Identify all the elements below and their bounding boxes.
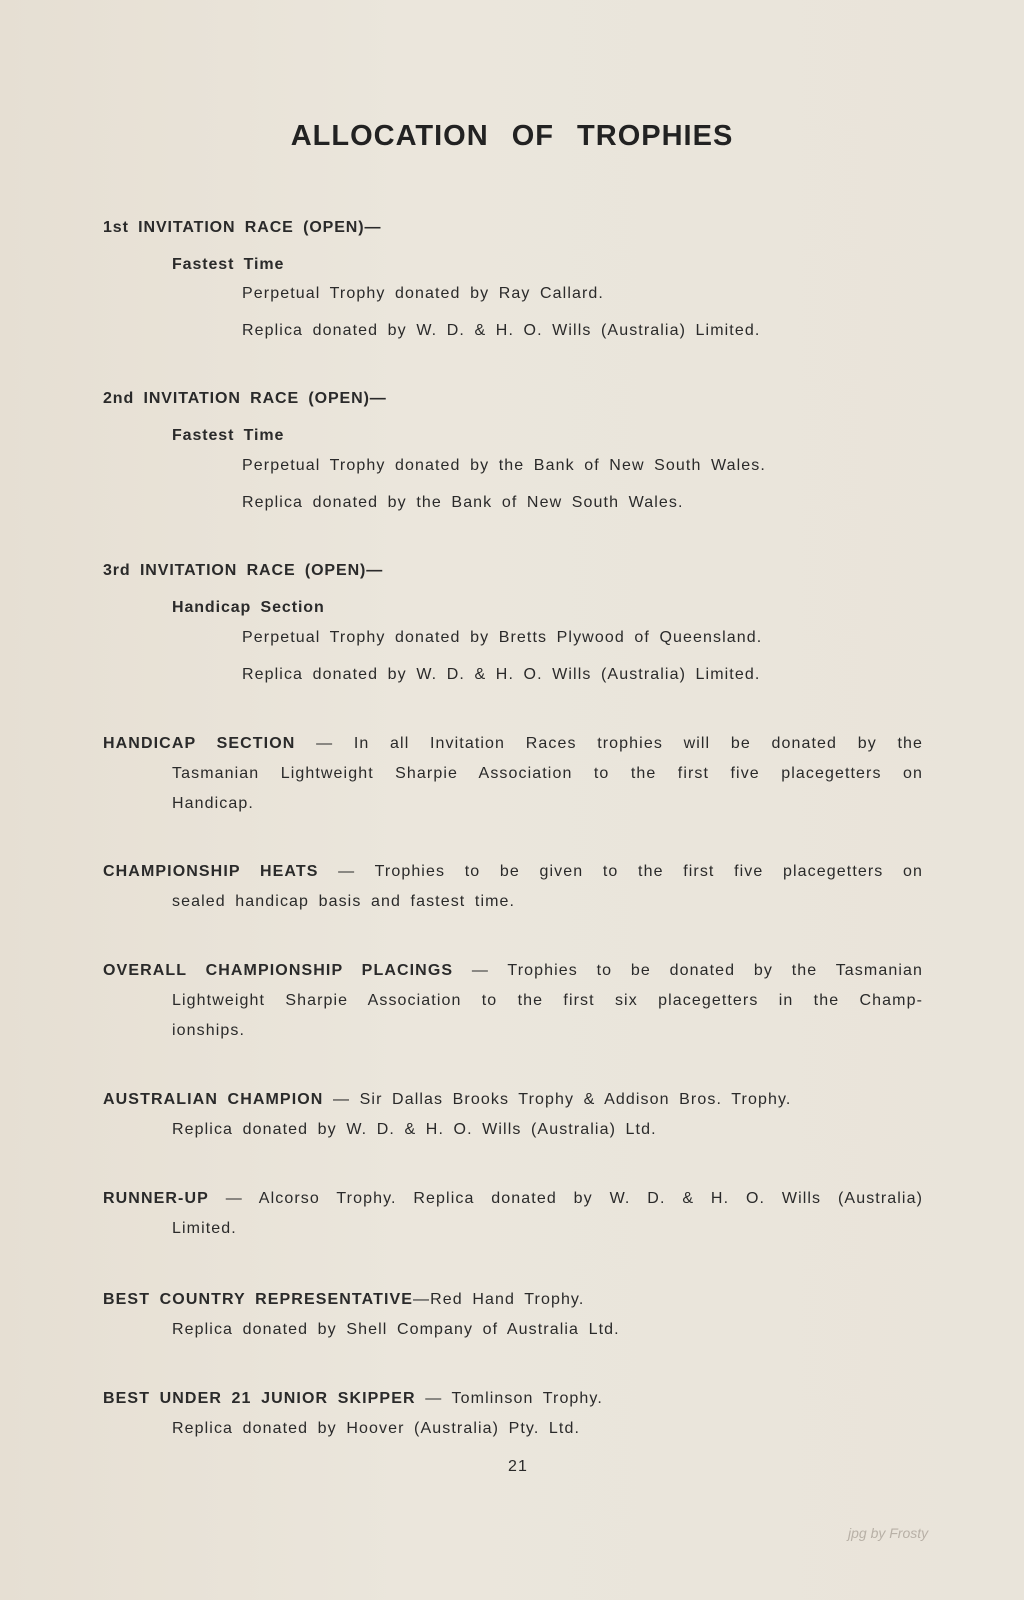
paragraph-first-line [103, 1291, 584, 1309]
paragraph-label: OVERALL CHAMPIONSHIP PLACINGS [103, 962, 454, 979]
paragraph-label: AUSTRALIAN CHAMPION [103, 1091, 324, 1108]
section-heading: 1st INVITATION RACE (OPEN)— [103, 219, 382, 236]
paragraph-line: ionships. [172, 1022, 246, 1039]
trophy-line: Replica donated by W. D. & H. O. Wills (Australia) Limited. [242, 322, 761, 339]
paragraph-label: CHAMPIONSHIP HEATS [103, 863, 319, 880]
paragraph-first-line [103, 1390, 603, 1408]
paragraph-line: Lightweight Sharpie Association to the first six placegetters in the Champ- [172, 992, 923, 1009]
paragraph-label: BEST UNDER 21 JUNIOR SKIPPER [103, 1390, 416, 1407]
paragraph-label: BEST COUNTRY REPRESENTATIVE [103, 1291, 414, 1308]
paragraph-line: Replica donated by W. D. & H. O. Wills (Australia) Ltd. [172, 1121, 657, 1138]
paragraph-text: — Trophies to be given to the first five placegetters on [338, 863, 924, 880]
trophy-line: Perpetual Trophy donated by Bretts Plywood of Queensland. [242, 629, 763, 646]
paragraph-label: HANDICAP SECTION [103, 735, 296, 752]
paragraph-text: — Alcorso Trophy. Replica donated by W. D. & H. O. Wills (Australia) [225, 1190, 924, 1207]
section-heading: 3rd INVITATION RACE (OPEN)— [103, 562, 384, 579]
paragraph-line: Replica donated by Hoover (Australia) Pty. Ltd. [172, 1420, 581, 1437]
trophy-line: Replica donated by the Bank of New South Wales. [242, 494, 684, 511]
paragraph-first-line [103, 962, 923, 980]
paragraph-line: Tasmanian Lightweight Sharpie Association to the first five placegetters on [172, 765, 923, 782]
paragraph-text: — Tomlinson Trophy. [425, 1390, 603, 1407]
page-number: 21 [508, 1458, 528, 1475]
paragraph-line: sealed handicap basis and fastest time. [172, 893, 516, 910]
paragraph-text: — Trophies to be donated by the Tasmanian [471, 962, 923, 979]
section-heading: 2nd INVITATION RACE (OPEN)— [103, 390, 387, 407]
section-subheading: Fastest Time [172, 256, 285, 273]
section-subheading: Fastest Time [172, 427, 285, 444]
trophy-line: Perpetual Trophy donated by Ray Callard. [242, 285, 604, 302]
trophy-line: Perpetual Trophy donated by the Bank of New South Wales. [242, 457, 766, 474]
paragraph-label: RUNNER-UP [103, 1190, 209, 1207]
paragraph-first-line [103, 1190, 923, 1208]
paragraph-text: —Red Hand Trophy. [413, 1291, 585, 1308]
section-subheading: Handicap Section [172, 599, 325, 616]
page-title: ALLOCATION OF TROPHIES [290, 120, 734, 152]
paragraph-first-line [103, 735, 923, 753]
paragraph-line: Limited. [172, 1220, 237, 1237]
trophy-line: Replica donated by W. D. & H. O. Wills (Australia) Limited. [242, 666, 761, 683]
paragraph-line: Handicap. [172, 795, 254, 812]
paragraph-text: — In all Invitation Races trophies will be donated by the [316, 735, 923, 752]
watermark: jpg by Frosty [848, 1525, 929, 1541]
paragraph-line: Replica donated by Shell Company of Australia Ltd. [172, 1321, 620, 1338]
paragraph-first-line [103, 1091, 791, 1109]
paragraph-text: — Sir Dallas Brooks Trophy & Addison Bros. Trophy. [333, 1091, 792, 1108]
paragraph-first-line [103, 863, 923, 881]
